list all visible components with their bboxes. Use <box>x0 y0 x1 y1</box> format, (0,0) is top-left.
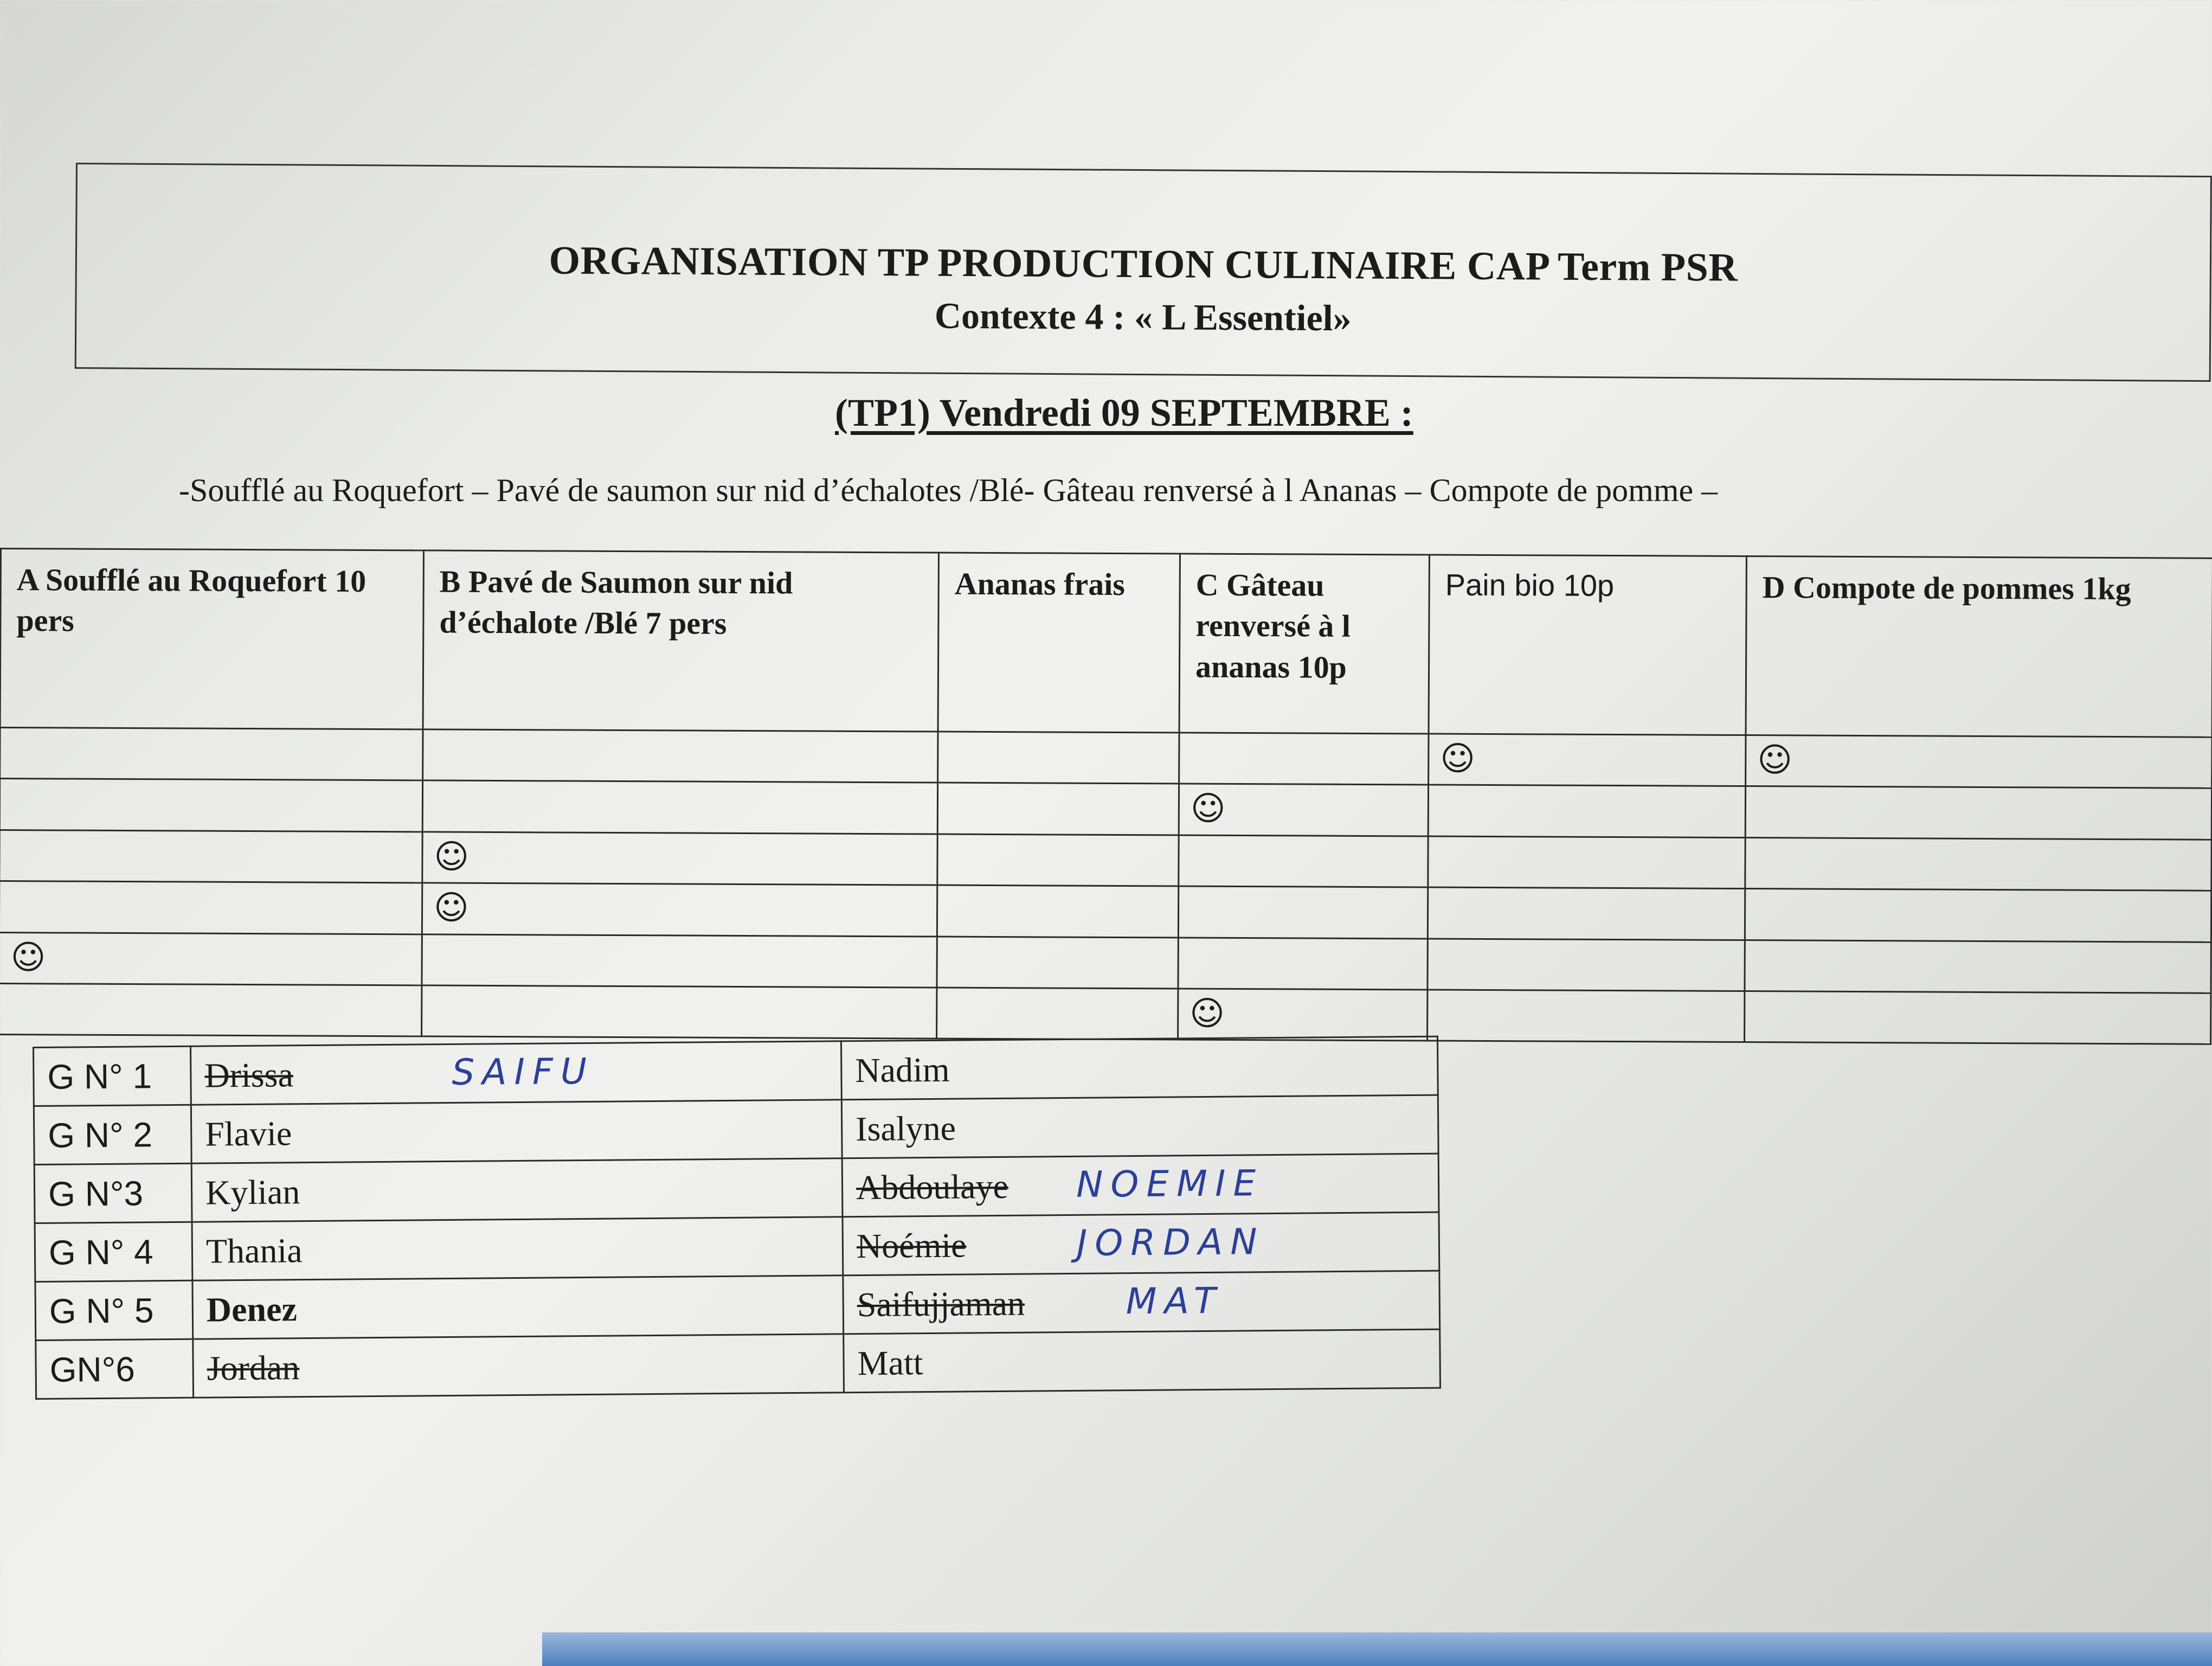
title-box <box>75 163 2212 382</box>
plan-cell <box>422 832 937 886</box>
plan-cell <box>1745 991 2211 1045</box>
tp-heading: (TP1) Vendredi 09 SEPTEMBRE : <box>835 391 1413 434</box>
plan-cell <box>1746 735 2212 789</box>
plan-cell <box>1178 938 1427 990</box>
smiley-icon: ☺ <box>1440 738 1476 778</box>
plan-row <box>0 779 2212 840</box>
plan-cell <box>1179 835 1428 887</box>
plan-cell <box>0 728 423 781</box>
member-name: Noémie <box>856 1225 967 1265</box>
plan-cell <box>1178 989 1427 1041</box>
plan-cell <box>422 934 937 988</box>
plan-cell <box>1429 734 1746 786</box>
plan-cell <box>1745 889 2211 942</box>
document-title: ORGANISATION TP PRODUCTION CULINAIRE CAP Term PSR <box>549 238 1738 290</box>
group-row <box>36 1329 1441 1399</box>
plan-cell <box>1428 836 1745 889</box>
handwritten-name: MAT <box>1126 1279 1224 1323</box>
plan-cell <box>0 983 422 1036</box>
group-row <box>34 1154 1439 1223</box>
plan-cell <box>937 988 1178 1040</box>
plan-cell <box>1179 733 1429 785</box>
smiley-icon: ☺ <box>10 937 46 977</box>
column-header-compote: D Compote de pommes 1kg <box>1746 556 2212 738</box>
group-member-1 <box>192 1217 843 1280</box>
group-number: G N°3 <box>34 1163 192 1223</box>
group-member-1 <box>191 1158 843 1222</box>
member-name: Saifujjaman <box>857 1284 1025 1324</box>
group-row <box>35 1271 1440 1340</box>
plan-row <box>0 932 2211 993</box>
member-name: Matt <box>857 1343 923 1382</box>
plan-cell <box>1745 786 2211 840</box>
plan-cell <box>1428 785 1745 837</box>
group-member-2 <box>844 1329 1441 1393</box>
group-number: G N° 2 <box>34 1105 191 1164</box>
plan-cell <box>1745 837 2211 890</box>
column-header-pave-saumon: B Pavé de Saumon sur nid d’échalote /Blé 7 pers <box>423 550 938 732</box>
group-number: G N° 4 <box>35 1222 192 1281</box>
plan-cell <box>423 729 938 783</box>
smiley-icon: ☺ <box>433 887 469 927</box>
group-member-1 <box>193 1334 844 1398</box>
plan-cell <box>937 885 1178 937</box>
member-name: Thania <box>205 1231 303 1270</box>
background-object <box>542 1632 2212 1666</box>
column-header-gateau: C Gâteau renversé à l ananas 10p <box>1179 554 1429 734</box>
plan-row <box>0 983 2211 1044</box>
groups-table <box>33 1036 1439 1400</box>
group-number: GN°6 <box>36 1339 194 1399</box>
group-row <box>34 1095 1438 1164</box>
smiley-icon: ☺ <box>1757 740 1793 780</box>
smiley-icon: ☺ <box>1190 788 1226 829</box>
column-header-pain-bio: Pain bio 10p <box>1429 555 1746 735</box>
group-number: G N° 1 <box>34 1046 191 1106</box>
smiley-icon: ☺ <box>1189 993 1225 1033</box>
member-name: Isalyne <box>855 1108 956 1148</box>
plan-row <box>0 881 2211 942</box>
group-number: G N° 5 <box>35 1280 193 1340</box>
group-row <box>34 1036 1438 1106</box>
member-name: Abdoulaye <box>856 1167 1009 1207</box>
plan-cell <box>937 783 1179 835</box>
menu-line: -Soufflé au Roquefort – Pavé de saumon sur nid d’échalotes /Blé- Gâteau renversé à l Ananas – Compote de pomme – <box>179 472 1718 508</box>
handwritten-name: NOEMIE <box>1076 1162 1264 1206</box>
group-member-1 <box>192 1276 844 1339</box>
plan-cell <box>1427 990 1745 1042</box>
group-member-2 <box>841 1095 1438 1158</box>
member-name: Denez <box>206 1289 298 1329</box>
plan-cell <box>1179 784 1428 836</box>
plan-cell <box>422 985 937 1039</box>
member-name: Flavie <box>204 1113 292 1154</box>
plan-cell <box>1178 886 1427 938</box>
group-member-2 <box>842 1154 1439 1217</box>
plan-cell <box>422 883 937 937</box>
plan-cell <box>938 732 1179 784</box>
member-name: Nadim <box>855 1050 950 1090</box>
group-member-1 <box>191 1100 842 1163</box>
production-plan-table <box>0 548 2212 1033</box>
plan-cell <box>0 830 422 883</box>
group-row <box>35 1212 1439 1281</box>
group-member-1 <box>191 1041 842 1105</box>
plan-cell <box>937 834 1179 886</box>
handwritten-name: SAIFU <box>452 1050 595 1093</box>
plan-cell <box>0 779 423 832</box>
plan-cell <box>0 881 422 934</box>
member-name: Kylian <box>205 1172 300 1212</box>
column-header-souffle: A Soufflé au Roquefort 10 pers <box>0 549 423 729</box>
smiley-icon: ☺ <box>434 836 470 876</box>
member-name: Drissa <box>204 1055 294 1095</box>
plan-cell <box>1427 939 1745 991</box>
plan-header-row <box>0 549 2212 738</box>
group-member-2 <box>841 1036 1438 1100</box>
plan-row <box>0 830 2211 890</box>
plan-cell <box>937 937 1178 989</box>
group-member-2 <box>843 1212 1439 1276</box>
group-member-2 <box>843 1271 1440 1334</box>
handwritten-name: JORDAN <box>1076 1221 1265 1264</box>
plan-cell <box>422 780 937 834</box>
member-name: Jordan <box>207 1348 300 1387</box>
plan-row <box>0 728 2212 789</box>
document-subtitle: Contexte 4 : « L Essentiel» <box>934 294 1352 339</box>
plan-cell <box>1427 887 1745 940</box>
plan-cell <box>0 932 422 985</box>
plan-cell <box>1745 940 2211 993</box>
column-header-ananas-frais: Ananas frais <box>938 553 1180 733</box>
